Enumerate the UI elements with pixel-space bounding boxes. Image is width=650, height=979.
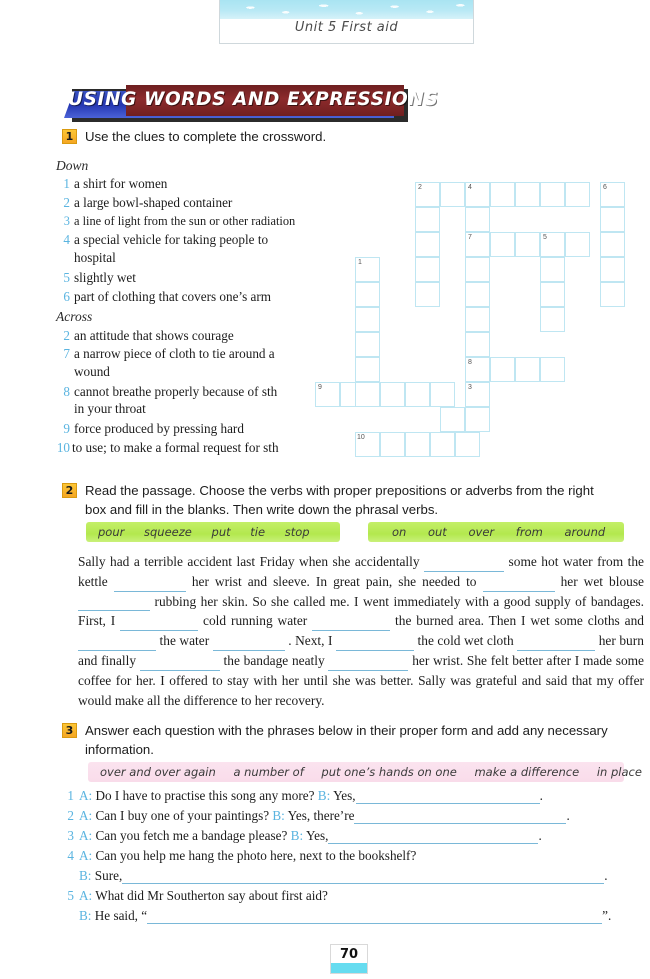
crossword-grid[interactable]: [318, 182, 640, 441]
clue-text: a narrow piece of cloth to tie around a: [74, 346, 275, 361]
passage-blank-1[interactable]: [424, 558, 504, 572]
passage-blank-7[interactable]: [78, 637, 156, 651]
crossword-cell[interactable]: [565, 182, 590, 207]
crossword-cell[interactable]: [600, 282, 625, 307]
crossword-number: 4: [468, 184, 472, 191]
across-clue-2: [56, 327, 234, 346]
item-number: 1: [67, 788, 74, 803]
answer-blank-5[interactable]: [147, 911, 602, 924]
task-3-instruction-line1: Answer each question with the phrases below in their proper form and add any necessary: [85, 723, 608, 738]
phrase-over-and-over-again: over and over again: [100, 765, 216, 779]
passage-blank-12[interactable]: [328, 657, 408, 671]
clue-number: 2: [63, 195, 70, 210]
crossword-number: 1: [358, 259, 362, 266]
clue-text: part of clothing that covers one’s arm: [74, 289, 272, 304]
crossword-number: 10: [357, 434, 365, 441]
clue-text: cannot breathe properly because of sth: [74, 384, 278, 399]
crossword-cell[interactable]: [380, 382, 405, 407]
down-clue-2: [56, 194, 232, 213]
clue-number: 5: [63, 270, 70, 285]
speaker-b-label: B:: [272, 808, 285, 823]
clue-number: 8: [63, 384, 70, 399]
question-text: Can you fetch me a bandage please?: [95, 828, 288, 843]
crossword-cell[interactable]: [355, 332, 380, 357]
clue-number: 10: [56, 440, 70, 455]
verb-put: put: [211, 525, 231, 539]
passage-part: her wet blouse: [560, 573, 644, 589]
crossword-number: 7: [468, 234, 472, 241]
speaker-b-label: B:: [79, 868, 92, 883]
crossword-cell[interactable]: [405, 432, 430, 457]
crossword-cell[interactable]: [490, 182, 515, 207]
passage-blank-10[interactable]: [517, 637, 595, 651]
passage-part: her wrist. She felt better after I made some coffee for her. I offered to stay with her until she was better. Sally was grateful and said that my offer would make all the difference to her recovery.: [78, 652, 644, 708]
verb-word-bank: [86, 522, 340, 542]
answer-start: He said, “: [94, 908, 148, 923]
crossword-cell[interactable]: [600, 257, 625, 282]
exercise-3-item-1: 1 A: Do I have to practise this song any more? B: Yes, .: [62, 788, 543, 804]
answer-blank-2[interactable]: [354, 811, 566, 824]
particle-out: out: [427, 525, 447, 539]
down-heading: Down: [56, 158, 89, 173]
down-clue-5: [56, 269, 136, 288]
down-clue-3: [56, 212, 295, 231]
exercise-3-item-5-answer: B: He said, “ ”.: [79, 908, 612, 923]
clue-text: a large bowl-shaped container: [74, 195, 233, 210]
passage-blank-9[interactable]: [336, 637, 414, 651]
phrase-put-ones-hands-on-one: put one’s hands on one: [321, 765, 457, 779]
clue-text: a shirt for women: [74, 176, 168, 191]
exercise-3-item-2: 2 A: Can I buy one of your paintings? B: Yes, there’re .: [62, 808, 570, 824]
crossword-number: 3: [468, 384, 472, 391]
crossword-cell[interactable]: [465, 332, 490, 357]
down-clue-4: [56, 231, 268, 250]
task-2-instruction-line1: Read the passage. Choose the verbs with proper prepositions or adverbs from the right: [85, 483, 594, 498]
crossword-cell[interactable]: [430, 382, 455, 407]
crossword-number: 9: [318, 384, 322, 391]
crossword-cell[interactable]: [540, 307, 565, 332]
answer-blank-4[interactable]: [122, 871, 604, 884]
crossword-cell[interactable]: [405, 382, 430, 407]
task-number-3: 3: [62, 723, 77, 738]
crossword-cell[interactable]: [355, 307, 380, 332]
crossword-cell[interactable]: [465, 207, 490, 232]
crossword-number: 6: [603, 184, 607, 191]
crossword-cell[interactable]: [540, 182, 565, 207]
passage-blank-3[interactable]: [483, 578, 555, 592]
clue-number: 7: [63, 346, 70, 361]
crossword-cell[interactable]: [465, 407, 490, 432]
question-text: What did Mr Southerton say about first aid?: [95, 888, 328, 903]
task-1-instruction: Use the clues to complete the crossword.: [85, 129, 327, 144]
clue-number: 2: [63, 328, 70, 343]
exercise-3-item-5: [62, 888, 328, 904]
passage-blank-8[interactable]: [213, 637, 285, 651]
crossword-cell[interactable]: [415, 232, 440, 257]
passage-blank-5[interactable]: [120, 617, 198, 631]
answer-start: Sure,: [94, 868, 123, 883]
clue-text: an attitude that shows courage: [74, 328, 234, 343]
clue-text: a special vehicle for taking people to: [74, 232, 269, 247]
clue-number: 1: [63, 176, 70, 191]
crossword-cell[interactable]: [515, 232, 540, 257]
across-clue-7-continuation: wound: [74, 364, 110, 379]
crossword-cell[interactable]: [415, 257, 440, 282]
exercise-2-passage: [78, 552, 644, 710]
crossword-cell[interactable]: [490, 357, 515, 382]
speaker-a-label: A:: [79, 828, 93, 843]
crossword-cell[interactable]: [455, 432, 480, 457]
crossword-cell[interactable]: [600, 232, 625, 257]
across-clue-9: [56, 420, 244, 439]
verb-tie: tie: [250, 525, 266, 539]
passage-part: the burned area. Then I wet some cloths and: [395, 613, 644, 629]
item-number: 3: [67, 828, 74, 843]
crossword-cell[interactable]: [415, 282, 440, 307]
crossword-cell[interactable]: [540, 282, 565, 307]
crossword-cell[interactable]: [355, 282, 380, 307]
clue-text: force produced by pressing hard: [74, 421, 244, 436]
passage-part: the water: [159, 633, 210, 649]
page-number: 70: [339, 947, 359, 962]
section-banner-title: USING WORDS AND EXPRESSIONS: [68, 89, 439, 110]
passage-part: some hot water from the kettle: [78, 554, 644, 589]
across-clue-8-continuation: in your throat: [74, 401, 146, 416]
down-clue-4-continuation: hospital: [74, 250, 116, 265]
crossword-number: 8: [468, 359, 472, 366]
answer-start: Yes,: [333, 788, 356, 803]
across-clue-10: [54, 439, 279, 458]
item-number: 4: [67, 848, 74, 863]
unit-header: [219, 0, 474, 44]
across-heading: Across: [56, 309, 93, 324]
crossword-cell[interactable]: [430, 432, 455, 457]
crossword-cell[interactable]: [540, 357, 565, 382]
crossword-cell[interactable]: [515, 182, 540, 207]
footer-color-band: [331, 963, 367, 973]
crossword-cell[interactable]: [540, 257, 565, 282]
speaker-a-label: A:: [79, 888, 93, 903]
particle-over: over: [468, 525, 495, 539]
verb-pour: pour: [98, 525, 125, 539]
closing-quote: ”: [602, 908, 608, 923]
speaker-a-label: A:: [79, 788, 93, 803]
passage-part: Sally had a terrible accident last Friday when she accidentally: [78, 554, 420, 569]
speaker-b-label: B:: [79, 908, 92, 923]
passage-blank-2[interactable]: [114, 578, 186, 592]
phrase-make-a-difference: make a difference: [474, 765, 580, 779]
item-number: 5: [67, 888, 74, 903]
clue-text: to use; to make a formal request for sth: [72, 440, 279, 455]
passage-part: the cold wet cloth: [417, 633, 514, 649]
answer-start: Yes, there’re: [287, 808, 355, 823]
across-clue-8: [56, 383, 277, 402]
crossword-cell[interactable]: [440, 182, 465, 207]
question-text: Can you help me hang the photo here, next to the bookshelf?: [95, 848, 417, 863]
speaker-a-label: A:: [79, 848, 93, 863]
question-text: Do I have to practise this song any more?: [95, 788, 315, 803]
speaker-a-label: A:: [79, 808, 93, 823]
particle-word-bank: [368, 522, 624, 542]
crossword-number: 2: [418, 184, 422, 191]
exercise-3-item-3: 3 A: Can you fetch me a bandage please? B: Yes, .: [62, 828, 542, 844]
crossword-cell[interactable]: [440, 407, 465, 432]
clue-text: a line of light from the sun or other radiation: [74, 214, 296, 228]
crossword-number: 5: [543, 234, 547, 241]
crossword-cell[interactable]: [355, 382, 380, 407]
task-3-instruction-line2: information.: [85, 742, 154, 757]
crossword-cell[interactable]: [600, 207, 625, 232]
passage-part: cold running water: [203, 613, 308, 629]
crossword-cell[interactable]: [565, 232, 590, 257]
crossword-cell[interactable]: [415, 207, 440, 232]
crossword-cell[interactable]: [515, 357, 540, 382]
clue-number: 3: [63, 214, 70, 228]
exercise-3-item-4-answer: B: Sure, .: [79, 868, 608, 883]
passage-part: . Next, I: [288, 633, 333, 649]
phrase-bank: [88, 762, 642, 782]
crossword-cell[interactable]: [465, 282, 490, 307]
section-banner: [64, 85, 439, 122]
particle-around: around: [564, 525, 606, 539]
clue-number: 6: [63, 289, 70, 304]
crossword-cell[interactable]: [490, 232, 515, 257]
answer-blank-3[interactable]: [328, 831, 538, 844]
passage-part: the bandage neatly: [223, 652, 325, 668]
crossword-cell[interactable]: [355, 357, 380, 382]
water-texture-band: [220, 0, 473, 19]
particle-from: from: [515, 525, 543, 539]
passage-blank-4[interactable]: [78, 597, 150, 611]
passage-part: her wrist and sleeve. In great pain, she needed to: [191, 573, 477, 589]
task-number-2: 2: [62, 483, 77, 498]
verb-squeeze: squeeze: [144, 525, 192, 539]
page-footer: [330, 944, 368, 974]
clue-number: 4: [63, 232, 70, 247]
answer-blank-1[interactable]: [356, 791, 540, 804]
verb-stop: stop: [284, 525, 310, 539]
crossword-cell[interactable]: [465, 257, 490, 282]
passage-blank-6[interactable]: [312, 617, 390, 631]
particle-on: on: [392, 525, 407, 539]
crossword-cell[interactable]: [380, 432, 405, 457]
passage-part: her burn and finally: [78, 633, 644, 668]
exercise-3-item-4: [62, 848, 416, 864]
answer-start: Yes,: [305, 828, 329, 843]
across-clue-7: [56, 345, 275, 364]
passage-part: rubbing her skin. So she called me. I went immediately with a good supply of bandages. First, I: [78, 593, 644, 629]
phrase-in-place: in place: [596, 765, 642, 779]
clue-number: 9: [63, 421, 70, 436]
down-clue-1: [56, 175, 167, 194]
question-text: Can I buy one of your paintings?: [95, 808, 270, 823]
unit-title: Unit 5 First aid: [294, 20, 399, 35]
task-2-instruction-line2: box and fill in the blanks. Then write down the phrasal verbs.: [85, 502, 439, 517]
phrase-a-number-of: a number of: [233, 765, 304, 779]
down-clue-6: [56, 288, 271, 307]
crossword-cell[interactable]: [465, 307, 490, 332]
passage-blank-11[interactable]: [140, 657, 220, 671]
clue-text: slightly wet: [74, 270, 136, 285]
speaker-b-label: B:: [290, 828, 304, 843]
item-number: 2: [67, 808, 74, 823]
task-number-1: 1: [62, 129, 77, 144]
speaker-b-label: B:: [317, 788, 331, 803]
